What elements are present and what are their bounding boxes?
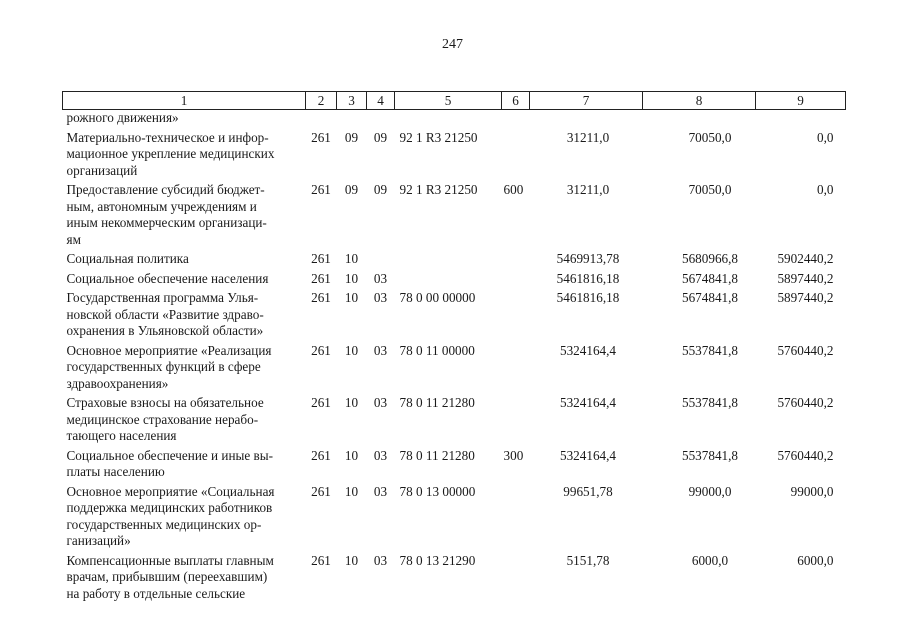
name-line: Компенсационные выплаты главным [66,552,274,568]
table-row [63,182,846,248]
table-header [63,92,846,110]
page-number: 247 [442,37,463,52]
cell-target-article: 78 0 13 00000 [399,483,476,499]
cell-name [63,484,306,550]
cell-amount-year-2: 5537841,8 [681,342,739,358]
cell-target-article: 92 1 R3 21250 [399,182,478,197]
cell-amount-year-2: 5674841,8 [681,290,739,305]
header-col-5: 5 [395,92,502,110]
cell-target-article: 78 0 11 21280 [399,395,475,410]
cell-amount-year-1: 5461816,18 [556,270,620,286]
cell-admin-code: 261 [311,129,331,145]
cell-name [63,448,306,481]
name-line: ям [66,231,81,247]
cell-subsection: 09 [373,182,388,197]
cell-section: 10 [344,270,359,286]
cell-name [63,110,306,127]
name-line: поддержка медицинских работников [66,500,273,515]
cell-name [63,271,306,288]
cell-section: 10 [344,290,359,305]
cell-expense-type [502,343,530,393]
cell-subsection: 03 [373,552,388,568]
name-line: Основное мероприятие «Реализация [66,342,272,358]
cell-target-article: 92 1 R3 21250 [399,129,478,145]
cell-section: 10 [344,342,359,358]
cell-amount-year-1: 5324164,4 [559,395,617,410]
header-col-1: 1 [63,92,306,110]
cell-amount-year-3 [756,110,846,127]
name-line: Социальное обеспечение населения [66,270,269,286]
cell-amount-year-1 [530,110,643,127]
cell-admin-code: 261 [311,483,331,499]
cell-amount-year-3: 5760440,2 [777,447,834,463]
cell-name [63,395,306,445]
cell-subsection: 03 [373,395,388,410]
name-line: государственных функций в сфере [66,359,261,374]
name-line: ным, автономным учреждениям и [66,198,257,214]
table-row [63,343,846,393]
cell-subsection: 03 [373,447,388,463]
table-row [63,110,846,127]
name-line: организаций [66,162,138,178]
table-row [63,395,846,445]
cell-admin-code [306,110,337,127]
cell-amount-year-3: 5760440,2 [777,395,834,410]
cell-amount-year-2: 99000,0 [688,483,732,499]
cell-section: 10 [344,251,359,266]
cell-target-article: 78 0 00 00000 [399,290,476,305]
cell-name [63,553,306,603]
cell-amount-year-3: 5897440,2 [777,290,834,305]
table-row [63,130,846,180]
cell-name [63,251,306,268]
name-line: медицинское страхование нерабо- [66,411,259,427]
cell-amount-year-1: 99651,78 [563,483,613,499]
cell-section: 09 [344,182,359,197]
name-line: рожного движения» [66,110,179,125]
cell-admin-code: 261 [311,552,331,568]
header-col-4: 4 [367,92,395,110]
cell-amount-year-3: 0,0 [817,129,834,145]
cell-admin-code: 261 [311,395,331,410]
name-line: ганизаций» [66,533,131,548]
cell-section [337,110,367,127]
header-col-7: 7 [530,92,643,110]
cell-name [63,343,306,393]
cell-expense-type [502,251,530,268]
table-body [63,110,846,603]
table-row [63,290,846,340]
cell-amount-year-2 [643,110,756,127]
cell-name [63,290,306,340]
cell-expense-type [502,553,530,603]
cell-amount-year-2: 70050,0 [688,129,732,145]
cell-amount-year-1: 5324164,4 [559,342,617,358]
cell-subsection: 03 [373,270,388,286]
table-row [63,484,846,550]
name-line: мационное укрепление медицинских [66,146,275,161]
cell-amount-year-1: 31211,0 [566,182,610,197]
table-row [63,553,846,603]
cell-amount-year-3: 5897440,2 [777,270,834,286]
name-line: здравоохранения» [66,375,169,391]
table-row [63,448,846,481]
cell-admin-code: 261 [311,270,331,286]
cell-amount-year-2: 5674841,8 [681,270,739,286]
cell-amount-year-2: 5537841,8 [681,447,739,463]
cell-amount-year-2: 5537841,8 [681,395,739,410]
cell-amount-year-1: 5461816,18 [556,290,620,305]
cell-amount-year-3: 99000,0 [790,483,834,499]
cell-admin-code: 261 [311,342,331,358]
cell-admin-code: 261 [311,182,331,197]
cell-admin-code: 261 [311,447,331,463]
cell-expense-type [502,130,530,180]
cell-target-article [395,271,502,288]
cell-expense-type [502,271,530,288]
name-line: охранения в Ульяновской области» [66,323,264,338]
cell-subsection: 09 [373,129,388,145]
header-col-8: 8 [643,92,756,110]
name-line: Государственная программа Улья- [66,290,259,305]
cell-subsection: 03 [373,483,388,499]
cell-amount-year-3: 0,0 [817,182,834,197]
name-line: Материально-техническое и инфор- [66,129,269,145]
cell-amount-year-1: 5151,78 [566,552,610,568]
cell-target-article: 78 0 13 21290 [399,552,476,568]
cell-amount-year-2: 6000,0 [691,552,729,568]
cell-target-article [395,110,502,127]
cell-amount-year-3: 6000,0 [797,552,834,568]
budget-table [62,91,846,602]
cell-target-article [395,251,502,268]
cell-admin-code: 261 [311,290,331,305]
cell-name [63,130,306,180]
name-line: платы населению [66,464,165,479]
name-line: тающего населения [66,428,177,443]
cell-subsection [367,251,395,268]
name-line: врачам, прибывшим (переехавшим) [66,569,268,584]
header-row [63,92,846,110]
cell-section: 10 [344,483,359,499]
cell-expense-type [502,395,530,445]
name-line: Предоставление субсидий бюджет- [66,182,265,197]
cell-amount-year-3: 5760440,2 [777,342,834,358]
header-col-2: 2 [306,92,337,110]
cell-target-article: 78 0 11 21280 [399,447,475,463]
name-line: Основное мероприятие «Социальная [66,483,275,499]
name-line: иным некоммерческим организаци- [66,215,267,230]
name-line: Социальная политика [66,251,189,266]
cell-expense-type: 300 [503,447,524,463]
cell-amount-year-2: 70050,0 [688,182,732,197]
name-line: Страховые взносы на обязательное [66,395,264,410]
name-line: Социальное обеспечение и иные вы- [66,447,273,463]
cell-section: 10 [344,395,359,410]
cell-name [63,182,306,248]
cell-section: 10 [344,552,359,568]
name-line: новской области «Развитие здраво- [66,306,264,322]
cell-admin-code: 261 [311,251,331,266]
cell-expense-type [502,290,530,340]
header-col-6: 6 [502,92,530,110]
cell-amount-year-2: 5680966,8 [681,251,739,266]
cell-section: 09 [344,129,359,145]
cell-subsection: 03 [373,342,388,358]
cell-subsection [367,110,395,127]
table-row [63,271,846,288]
name-line: на работу в отдельные сельские [66,585,246,601]
header-col-3: 3 [337,92,367,110]
cell-amount-year-3: 5902440,2 [777,251,834,266]
name-line: государственных медицинских ор- [66,516,262,532]
cell-section: 10 [344,447,359,463]
cell-target-article: 78 0 11 00000 [399,342,475,358]
header-col-9: 9 [756,92,846,110]
cell-subsection: 03 [373,290,388,305]
cell-expense-type [502,484,530,550]
table-row [63,251,846,268]
cell-amount-year-1: 5469913,78 [556,251,620,266]
cell-expense-type [502,110,530,127]
cell-amount-year-1: 31211,0 [566,129,610,145]
cell-expense-type: 600 [503,182,524,197]
cell-amount-year-1: 5324164,4 [559,447,617,463]
